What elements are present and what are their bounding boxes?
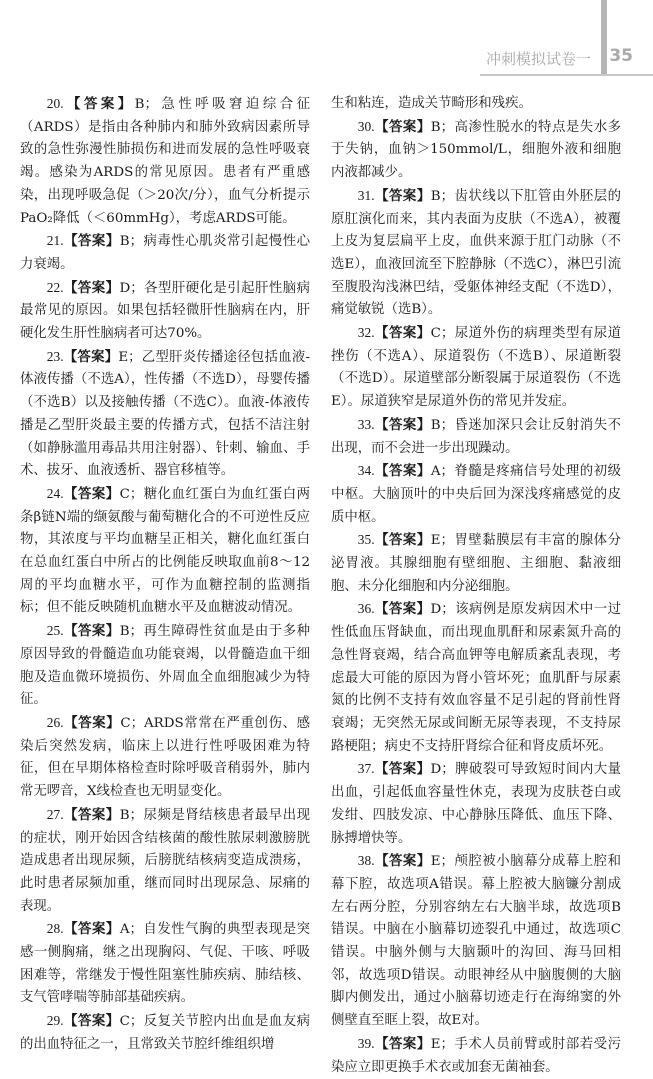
answer-entry xyxy=(331,460,621,529)
question-number: 21. xyxy=(46,233,64,249)
answer-label: 【答案】 xyxy=(63,623,120,640)
answer-label: 【答案】 xyxy=(63,233,120,250)
question-number: 36. xyxy=(357,601,375,617)
answer-choice: C； xyxy=(119,1014,144,1030)
answer-entry xyxy=(20,1010,310,1056)
answer-label: 【答案】 xyxy=(374,416,431,433)
answer-text: 尿频是肾结核患者最早出现的症状，刚开始因含结核菌的酸性脓尿刺激膀胱造成患者出现尿频，后膀胱结核病变造成溃疡，此时患者尿频加重，继而同时出现尿急、尿痛的表现。 xyxy=(20,807,311,914)
answer-choice: B； xyxy=(119,807,143,823)
answer-choice: B； xyxy=(430,119,454,135)
answer-text: 生和粘连，造成关节畸形和残疾。 xyxy=(331,96,532,111)
answer-choice: E； xyxy=(118,349,142,365)
answer-label: 【答案】 xyxy=(63,485,120,502)
answer-choice: B； xyxy=(134,97,158,112)
answer-label: 【答案】 xyxy=(374,601,431,618)
answer-entry xyxy=(20,620,310,712)
question-number: 38. xyxy=(357,853,375,869)
running-title: 冲刺模拟试卷一 xyxy=(485,50,591,68)
answer-entry xyxy=(20,346,310,483)
question-number: 31. xyxy=(357,187,375,203)
answer-entry xyxy=(331,529,621,598)
answer-entry xyxy=(331,116,621,185)
answer-text: 脾破裂可导致短时间内大量出血，引起低血容量性休克，表现为皮肤苍白或发绀、四肢发凉、中心静脉压降低、血压下降、脉搏增快等。 xyxy=(331,762,622,846)
answer-label: 【答案】 xyxy=(63,96,135,112)
answer-choice: B； xyxy=(119,624,143,640)
question-number: 37. xyxy=(357,761,375,777)
answer-entry xyxy=(20,277,310,346)
answer-text: ARDS常常在严重创伤、感染后突然发病，临床上以进行性呼吸困难为特征，但在早期体格检查时除呼吸音稍弱外，肺内常无啰音，X线检查也无明显变化。 xyxy=(20,715,311,800)
answer-choice: E； xyxy=(430,533,454,549)
answer-text: 胃壁黏膜层有丰富的腺体分泌胃液。其腺细胞有壁细胞、主细胞、黏液细胞、未分化细胞和内分泌细胞。 xyxy=(331,533,621,594)
answer-entry xyxy=(20,93,310,230)
answer-continuation xyxy=(331,93,621,116)
question-number: 35. xyxy=(357,532,375,548)
answer-text: 颅腔被小脑幕分成幕上腔和幕下腔，故选项A错误。幕上腔被大脑镰分割成左右两分腔，分别容纳左右大脑半球，故选项B错误。中脑在小脑幕切迹裂孔中通过，故选项C错误。中脑外侧与大脑颞叶的沟回、海马回相邻，故选项D错误。动眼神经从中脑腹侧的大脑脚内侧发出，通过小脑幕切迹走行在海绵窦的外侧壁直至眶上裂，故E对。 xyxy=(331,854,621,1029)
question-number: 25. xyxy=(46,623,64,639)
answer-label: 【答案】 xyxy=(63,1013,120,1030)
answer-label: 【答案】 xyxy=(374,187,431,204)
answer-label: 【答案】 xyxy=(63,714,121,731)
answer-choice: C； xyxy=(120,715,144,731)
question-number: 32. xyxy=(357,325,375,341)
answer-entry xyxy=(20,918,310,1010)
answer-text: 反复关节腔内出血是血友病的出血特征之一，且常致关节腔纤维组织增 xyxy=(20,1014,311,1052)
answer-choice: D； xyxy=(430,602,455,618)
answer-label: 【答案】 xyxy=(374,761,431,778)
answer-choice: A； xyxy=(119,922,143,938)
page-number: 35 xyxy=(609,46,633,66)
answer-label: 【答案】 xyxy=(374,325,431,342)
question-number: 26. xyxy=(46,714,64,730)
left-column xyxy=(20,93,310,1057)
answer-entry xyxy=(20,712,310,804)
answer-label: 【答案】 xyxy=(63,806,120,823)
answer-text: 昏迷加深只会让反射消失不出现，而不会进一步出现躁动。 xyxy=(331,417,622,456)
question-number: 39. xyxy=(357,1035,375,1051)
answer-label: 【答案】 xyxy=(63,921,120,938)
answer-text: 高渗性脱水的特点是失水多于失钠，血钠＞150mmol/L，细胞外液和细胞内液都减少。 xyxy=(331,119,622,181)
answer-choice: A； xyxy=(430,464,454,480)
answer-entry xyxy=(331,758,621,850)
answer-choice: B； xyxy=(119,234,143,250)
answer-entry xyxy=(331,1033,621,1079)
question-number: 27. xyxy=(46,806,64,822)
answer-choice: C； xyxy=(430,326,455,342)
question-number: 29. xyxy=(46,1013,64,1029)
answer-choice: B； xyxy=(430,188,454,204)
question-number: 28. xyxy=(46,921,64,937)
answer-label: 【答案】 xyxy=(63,279,120,296)
answer-entry xyxy=(331,322,621,414)
question-number: 33. xyxy=(357,416,375,432)
answer-label: 【答案】 xyxy=(374,463,431,480)
answer-text: 糖化血红蛋白为血红蛋白两条β链N端的缬氨酸与葡萄糖化合的不可逆性反应物，其浓度与平均血糖呈正相关，糖化血红蛋白在总血红蛋白中所占的比例能反映取血前8～12周的平均血糖水平，可作为血糖控制的监测指标；但不能反映随机血糖水平及血糖波动情况。 xyxy=(20,486,311,616)
answer-choice: D； xyxy=(430,762,455,778)
answer-entry xyxy=(20,804,310,919)
question-number: 22. xyxy=(46,279,64,295)
answer-text: 脊髓是疼痛信号处理的初级中枢。大脑顶叶的中央后回为深浅疼痛感觉的皮质中枢。 xyxy=(331,464,622,525)
question-number: 30. xyxy=(357,118,375,134)
answer-choice: D； xyxy=(119,280,144,296)
answer-text: 齿状线以下肛管由外胚层的原肛演化而来，其内表面为皮肤（不选A），被覆上皮为复层扁平上皮，血供来源于肛门动脉（不选E），血液回流至下腔静脉（不选C），淋巴引流至腹股沟浅淋巴结，受躯体神经支配（不选D），痛觉敏锐（选B）。 xyxy=(331,188,622,318)
answer-text: 病毒性心肌炎常引起慢性心力衰竭。 xyxy=(20,234,311,272)
answer-entry xyxy=(20,230,310,276)
answer-entry xyxy=(331,185,621,322)
question-number: 34. xyxy=(357,463,375,479)
answer-text: 乙型肝炎传播途径包括血液-体液传播（不选A），性传播（不选D），母婴传播（不选B）以及接触传播（不选C）。血液-体液传播是乙型肝炎最主要的传播方式，包括不洁注射（如静脉滥用毒品共用注射器）、针刺、输血、手术、拔牙、血液透析、器官移植等。 xyxy=(20,349,310,479)
answer-entry xyxy=(331,414,621,460)
answer-choice: E； xyxy=(430,854,454,870)
answer-text: 手术人员前臂或肘部若受污染应立即更换手术衣或加套无菌袖套。 xyxy=(331,1036,621,1075)
answer-text: 自发性气胸的典型表现是突感一侧胸痛，继之出现胸闷、气促、干咳、呼吸困难等，常继发于慢性阻塞性肺疾病、肺结核、支气管哮喘等肺部基础疾病。 xyxy=(20,922,311,1006)
page-header xyxy=(440,44,653,76)
answer-label: 【答案】 xyxy=(374,853,431,870)
answer-text: 急性呼吸窘迫综合征（ARDS）是指由各种肺内和肺外致病因素所导致的急性弥漫性肺损伤和进而发展的急性呼吸衰竭。感染为ARDS的常见原因。患者有严重感染，出现呼吸急促（＞20次/分），血气分析提示PaO₂降低（＜60mmHg），考虑ARDS可能。 xyxy=(20,97,311,226)
answer-choice: B； xyxy=(430,417,454,433)
answer-entry xyxy=(331,850,621,1033)
answer-label: 【答案】 xyxy=(374,1035,431,1052)
answer-entry xyxy=(331,598,621,758)
question-number: 20. xyxy=(46,96,64,111)
answer-text: 尿道外伤的病理类型有尿道挫伤（不选A）、尿道裂伤（不选B）、尿道断裂（不选D）。尿道壁部分断裂属于尿道裂伤（不选E）。尿道狭窄是尿道外伤的常见并发症。 xyxy=(331,326,622,410)
answer-choice: E； xyxy=(430,1036,454,1052)
answer-text: 再生障碍性贫血是由于多种原因导致的骨髓造血功能衰竭，以骨髓造血干细胞及造血微环境损伤、外周血全血细胞减少为特征。 xyxy=(20,624,311,708)
answer-entry xyxy=(20,483,310,620)
answer-text: 该病例是原发病因术中一过性低血压肾缺血，而出现血肌酐和尿素氮升高的急性肾衰竭，结合高血钾等电解质紊乱表现，考虑最大可能的原因为肾小管坏死；血肌酐与尿素氮的比例不支持有效血容量不足引起的肾前性肾衰竭；无突然无尿或间断无尿等表现，不支持尿路梗阻；病史不支持肝肾综合征和肾皮质坏死。 xyxy=(331,602,622,754)
answer-choice: C； xyxy=(119,486,144,502)
question-number: 23. xyxy=(46,348,64,364)
answer-label: 【答案】 xyxy=(63,348,119,365)
right-column xyxy=(331,93,621,1079)
answer-label: 【答案】 xyxy=(374,118,431,135)
header-rule xyxy=(480,74,653,76)
answer-label: 【答案】 xyxy=(374,532,431,549)
question-number: 24. xyxy=(46,485,64,501)
answer-text: 各型肝硬化是引起肝性脑病最常见的原因。如果包括轻微肝性脑病在内，肝硬化发生肝性脑病者可达70%。 xyxy=(20,280,311,342)
